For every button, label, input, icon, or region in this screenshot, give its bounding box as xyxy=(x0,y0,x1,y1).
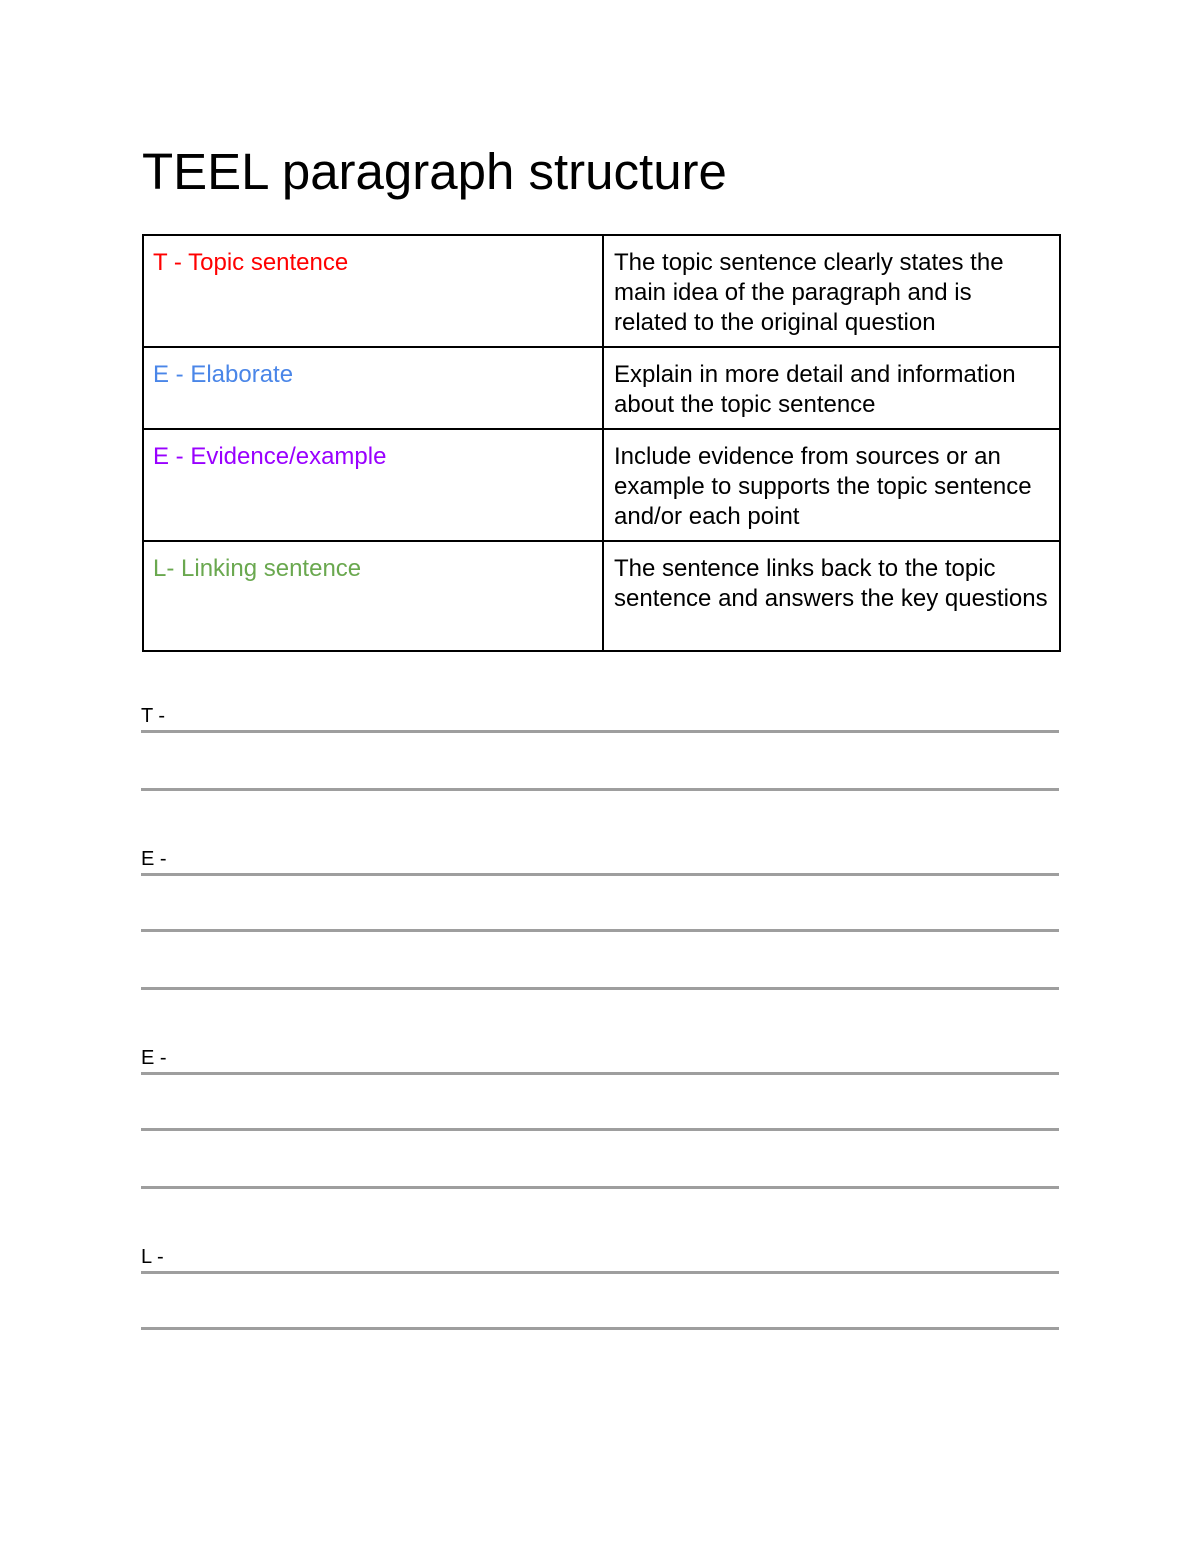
label-topic-sentence: T - Topic sentence xyxy=(143,235,603,347)
label-elaborate: E - Elaborate xyxy=(143,347,603,429)
description-evidence-example: Include evidence from sources or an example to supports the topic sentence and/or each point xyxy=(603,429,1060,541)
writing-line xyxy=(141,1186,1059,1189)
page-title: TEEL paragraph structure xyxy=(142,143,727,200)
writing-line xyxy=(141,788,1059,791)
writing-line xyxy=(141,987,1059,990)
section-label-elaborate: E - xyxy=(141,848,167,870)
description-linking-sentence: The sentence links back to the topic sentence and answers the key questions xyxy=(603,541,1060,651)
description-elaborate: Explain in more detail and information about the topic sentence xyxy=(603,347,1060,429)
section-label-linking: L - xyxy=(141,1246,164,1268)
writing-line xyxy=(141,873,1059,876)
section-label-topic: T - xyxy=(141,705,166,727)
writing-line xyxy=(141,1128,1059,1131)
section-label-evidence: E - xyxy=(141,1047,167,1069)
label-evidence-example: E - Evidence/example xyxy=(143,429,603,541)
writing-line xyxy=(141,1072,1059,1075)
writing-line xyxy=(141,1271,1059,1274)
writing-line xyxy=(141,929,1059,932)
label-linking-sentence: L- Linking sentence xyxy=(143,541,603,651)
writing-line xyxy=(141,1327,1059,1330)
description-topic-sentence: The topic sentence clearly states the main idea of the paragraph and is related to the original question xyxy=(603,235,1060,347)
writing-line xyxy=(141,730,1059,733)
